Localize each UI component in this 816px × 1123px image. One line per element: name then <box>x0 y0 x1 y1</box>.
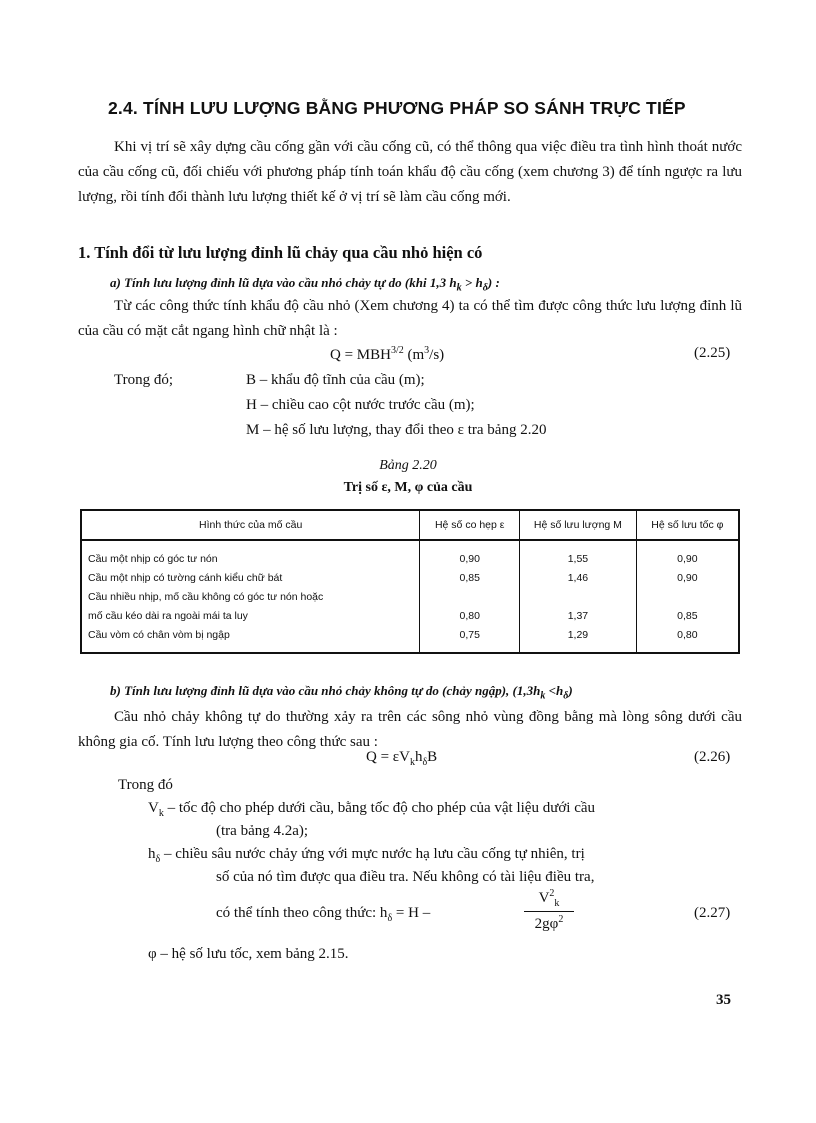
eq-2-26-b: B <box>427 749 438 765</box>
table-header-cell: Hệ số lưu lượng M <box>520 510 637 540</box>
coefficient-table <box>80 509 740 654</box>
subsection-title: 1. Tính đổi từ lưu lượng đỉnh lũ chảy qua cầu nhỏ hiện có <box>78 243 483 262</box>
table-cell: 0,85 <box>636 606 739 625</box>
table-cell: 1,29 <box>520 625 637 653</box>
item-a-end: ) : <box>487 275 500 290</box>
frac-num-sup: 2 <box>549 888 555 899</box>
table-header-cell: Hình thức của mố cầu <box>81 510 420 540</box>
def-hd <box>148 846 585 865</box>
table-caption-number: Bảng 2.20 <box>379 458 437 473</box>
where-label-b: Trong đó <box>118 777 173 793</box>
item-b-text: Cầu nhỏ chảy không tự do thường xảy ra trên các sông nhỏ vùng đồng bằng mà lòng sông dưới cầu không gia cố. Tính lưu lượng theo công thức sau : <box>78 709 742 750</box>
table-cell: 0,90 <box>636 540 739 568</box>
table-row <box>81 540 739 568</box>
page-number: 35 <box>716 992 731 1008</box>
frac-den: 2gφ <box>534 916 559 932</box>
frac-num-sub: k <box>554 898 560 909</box>
def-hd-formula <box>216 905 430 924</box>
table-header-row <box>81 510 739 540</box>
eq-2-25-unit-sup: 3 <box>424 345 430 356</box>
table-header-cell: Hệ số lưu tốc φ <box>636 510 739 540</box>
table-row <box>81 625 739 653</box>
fraction-vk2-over-2gphi2 <box>524 888 574 933</box>
equation-2-25 <box>330 345 444 364</box>
eq-2-25-unit-open: (m <box>403 347 425 363</box>
item-b-sub-k: k <box>540 690 546 702</box>
item-b-label: b) Tính lưu lượng đỉnh lũ dựa vào cầu nhỏ chảy không tự do (chảy ngập), (1,3h <box>110 683 541 698</box>
def-vk-cont: (tra bảng 4.2a); <box>216 823 309 839</box>
item-a-gt: > h <box>461 275 483 290</box>
eq-2-25-lhs: Q = MBH <box>330 347 391 363</box>
def-vk-symbol: V <box>148 800 159 816</box>
eq-2-26-sub-delta: δ <box>422 757 428 768</box>
table-header-cell: Hệ số co hẹp ε <box>420 510 520 540</box>
item-a-sub-delta: δ <box>482 282 488 294</box>
eq-2-26-lhs: Q = εV <box>366 749 410 765</box>
table-cell <box>420 587 520 606</box>
table-cell: mố cầu kéo dài ra ngoài mái ta luy <box>81 606 420 625</box>
section-title: 2.4. TÍNH LƯU LƯỢNG BẰNG PHƯƠNG PHÁP SO SÁNH TRỰC TIẾP <box>108 98 686 118</box>
item-b-lt: <h <box>545 683 564 698</box>
table-cell: 1,37 <box>520 606 637 625</box>
table-cell: Cầu nhiều nhịp, mố cầu không có góc tư nón hoặc <box>81 587 420 606</box>
def-h: H – chiều cao cột nước trước cầu (m); <box>246 397 475 413</box>
table-cell: Cầu một nhịp có góc tư nón <box>81 540 420 568</box>
table-cell: 0,75 <box>420 625 520 653</box>
item-b-sub-delta: δ <box>563 690 569 702</box>
eq-2-25-sup: 3/2 <box>390 345 404 356</box>
intro-text: Khi vị trí sẽ xây dựng cầu cống gần với cầu cống cũ, có thể thông qua việc điều tra tình hình thoát nước của cầu cống cũ, đối chiếu với phương pháp tính toán khẩu độ cầu cống (xem chương 3) để tính ngược ra lưu lượng, rồi tính đổi thành lưu lượng thiết kế ở vị trí sẽ làm cầu cống mới. <box>78 139 742 205</box>
table-cell: 0,90 <box>420 540 520 568</box>
item-a-heading <box>110 275 500 294</box>
def-vk-text: – tốc độ cho phép dưới cầu, bằng tốc độ cho phép của vật liệu dưới cầu <box>163 800 596 816</box>
def-vk <box>148 800 595 819</box>
table-row <box>81 568 739 587</box>
def-hd-sub: δ <box>155 854 161 865</box>
table-cell <box>636 587 739 606</box>
item-b-heading <box>110 683 573 702</box>
eq-2-26-sub-k: k <box>409 757 415 768</box>
table-cell: 0,85 <box>420 568 520 587</box>
formula-sub-delta: δ <box>387 913 393 924</box>
table-cell: 0,90 <box>636 568 739 587</box>
eq-2-25-unit-close: /s) <box>429 347 445 363</box>
table-cell: 1,46 <box>520 568 637 587</box>
eq-number-2-25: (2.25) <box>694 345 731 361</box>
intro-paragraph <box>78 135 742 210</box>
table-row <box>81 587 739 606</box>
frac-num-v: V <box>538 890 550 906</box>
table-cell: 0,80 <box>636 625 739 653</box>
table-cell: 0,80 <box>420 606 520 625</box>
frac-den-sup: 2 <box>558 914 564 925</box>
item-a-paragraph <box>78 294 742 344</box>
def-m: M – hệ số lưu lượng, thay đổi theo ε tra bảng 2.20 <box>246 422 547 438</box>
table-cell: Cầu một nhịp có tường cánh kiểu chữ bát <box>81 568 420 587</box>
def-b: B – khẩu độ tĩnh của cầu (m); <box>246 372 425 388</box>
fraction-denominator <box>524 912 574 933</box>
def-hd-text: – chiều sâu nước chảy ứng với mực nước hạ lưu cầu cống tự nhiên, trị <box>160 846 585 862</box>
fraction-numerator <box>524 888 574 912</box>
item-a-sub-k: k <box>456 282 462 294</box>
item-b-end: ) <box>568 683 573 698</box>
def-vk-sub: k <box>158 808 164 819</box>
item-b-paragraph <box>78 705 742 755</box>
item-a-text: Từ các công thức tính khẩu độ cầu nhỏ (Xem chương 4) ta có thể tìm được công thức lưu lượng đỉnh lũ của cầu có mặt cắt ngang hình chữ nhật là : <box>78 298 742 339</box>
formula-prefix: có thể tính theo công thức: h <box>216 905 388 921</box>
table-row <box>81 606 739 625</box>
def-hd-symbol: h <box>148 846 156 862</box>
table-cell <box>520 587 637 606</box>
eq-number-2-26: (2.26) <box>694 749 731 765</box>
where-label-a: Trong đó; <box>114 372 174 388</box>
eq-2-26-h: h <box>414 749 423 765</box>
item-a-label: a) Tính lưu lượng đỉnh lũ dựa vào cầu nhỏ chảy tự do (khi 1,3 h <box>110 275 457 290</box>
table-cell: 1,55 <box>520 540 637 568</box>
table-cell: Cầu vòm có chân vòm bị ngập <box>81 625 420 653</box>
def-phi: φ – hệ số lưu tốc, xem bảng 2.15. <box>148 946 349 962</box>
def-hd-cont: số của nó tìm được qua điều tra. Nếu không có tài liệu điều tra, <box>216 869 595 885</box>
table-caption-title: Trị số ε, M, φ của cầu <box>343 480 473 495</box>
formula-mid: = H – <box>392 905 431 921</box>
equation-2-26 <box>366 749 437 768</box>
eq-number-2-27: (2.27) <box>694 905 731 921</box>
